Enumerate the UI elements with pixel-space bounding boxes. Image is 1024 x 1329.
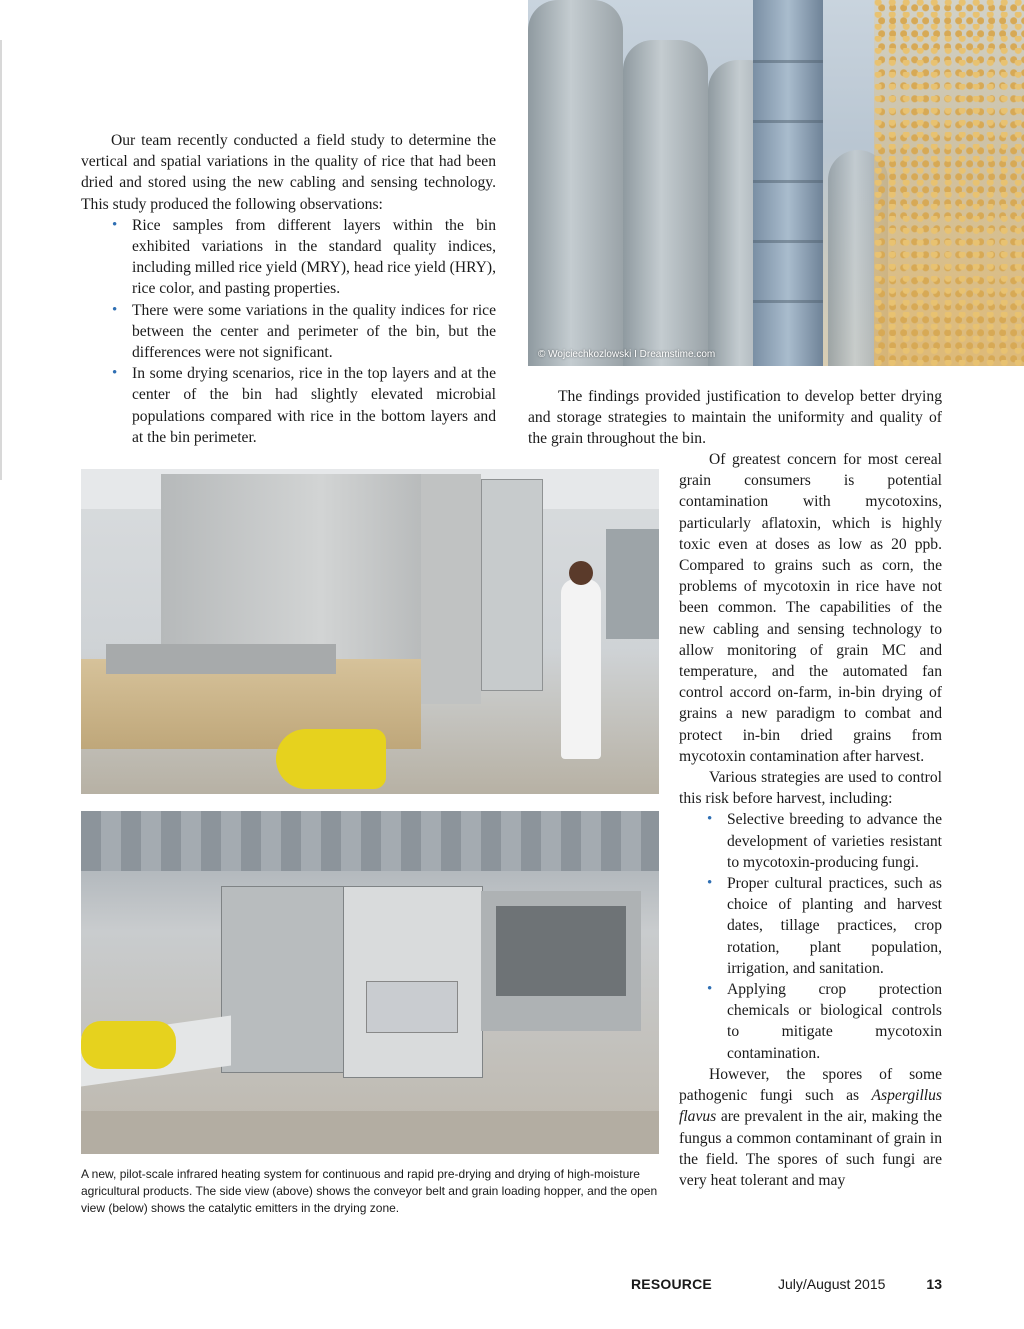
list-item: • Applying crop protection chemicals or biological controls to mitigate mycotoxin contamination. [707, 981, 942, 1062]
list-item: • Proper cultural practices, such as choice of planting and harvest dates, tillage practices, crop rotation, plant population, irrigation, and sanitation. [707, 875, 942, 977]
silo-shape [528, 0, 623, 366]
open-panel-door [221, 886, 345, 1073]
controller-array [366, 981, 458, 1033]
drive-guard [276, 729, 386, 789]
researcher-head [569, 561, 593, 585]
findings-section [528, 386, 942, 450]
strategies-list [707, 809, 942, 1063]
bullet-icon: • [707, 981, 713, 998]
list-item: • Selective breeding to advance the development of varieties resistant to mycotoxin-producing fungi. [707, 811, 942, 871]
catalytic-emitter-chamber [496, 906, 626, 996]
intro-paragraph: Our team recently conducted a field study to determine the vertical and spatial variations in the quality of rice that had been dried and stored using the new cabling and sensing technology. This study produced the following observations: [81, 132, 496, 213]
ceiling-beams [81, 811, 659, 871]
photo-caption: A new, pilot-scale infrared heating system for continuous and rapid pre-drying and drying of high-moisture agricultural products. The side view (above) shows the conveyor belt and grain loading hopper, and the open view (below) shows the catalytic emitters in the drying zone. [81, 1167, 658, 1215]
bullet-icon: • [707, 811, 713, 828]
findings-paragraph: The findings provided justification to develop better drying and storage strategies to maintain the uniformity and quality of the grain throughout the bin. [528, 388, 942, 448]
falling-grain [874, 0, 1024, 366]
magazine-name: RESOURCE [631, 1276, 712, 1292]
bullet-icon: • [112, 301, 118, 318]
researcher-figure [561, 579, 601, 759]
bullet-icon: • [112, 216, 118, 233]
strategies-intro: Various strategies are used to control this risk before harvest, including: [679, 769, 942, 808]
list-item: • Rice samples from different layers within the bin exhibited variations in the standard quality indices, including milled rice yield (MRY), head rice yield (HRY), rice color, and pasting properties. [112, 216, 496, 298]
bullet-icon: • [112, 365, 118, 382]
control-panel-door [481, 479, 543, 691]
right-column [679, 449, 942, 1191]
bullet-icon: • [707, 875, 713, 892]
photo-credit: © Wojciechkozlowski I Dreamstime.com [538, 349, 716, 360]
concern-paragraph: Of greatest concern for most cereal grain consumers is potential contamination with mycotoxins, particularly aflatoxin, which is highly toxic even at doses as low as 20 ppb. Compared to grains such as corn, the problems of mycotoxin in rice have not been common. The capabilities of the new cabling and sensing technology to allow monitoring of grain MC and temperature, and the automated fan control accord on-farm, in-bin drying of grains a new paradigm to combat and protect in-bin dried grains from mycotoxin contamination after harvest. [679, 451, 942, 765]
housing-end [421, 474, 481, 704]
loading-hopper [106, 644, 336, 674]
list-item: • In some drying scenarios, rice in the top layers and at the center of the bin had slightly elevated microbial populations compared with rice in the bottom layers and at the bin perimeter. [112, 365, 496, 446]
background-equipment [606, 529, 659, 639]
drive-guard [81, 1021, 176, 1069]
page-footer [631, 1276, 942, 1296]
spores-paragraph: However, the spores of some pathogenic fungi such as Aspergillus flavus are prevalent in the air, making the fungus a common contaminant of grain in the field. The spores of such fungi are very heat tolerant and may [679, 1065, 942, 1189]
dryer-side-view-photo [81, 469, 659, 794]
floor [81, 1111, 659, 1154]
dryer-open-view-photo [81, 811, 659, 1154]
page-number: 13 [926, 1276, 942, 1292]
species-name: Aspergillus flavus [679, 1087, 942, 1126]
observations-list [112, 215, 496, 448]
silo-grain-photo [528, 0, 1024, 366]
list-item: • There were some variations in the quality indices for rice between the center and perimeter of the bin, but the differences were not significant. [112, 301, 496, 362]
grain-elevator-tower [753, 0, 823, 366]
silo-shape [623, 40, 708, 366]
issue-date: July/August 2015 [778, 1276, 886, 1292]
page-edge-rule [0, 40, 2, 480]
intro-section [81, 130, 496, 448]
